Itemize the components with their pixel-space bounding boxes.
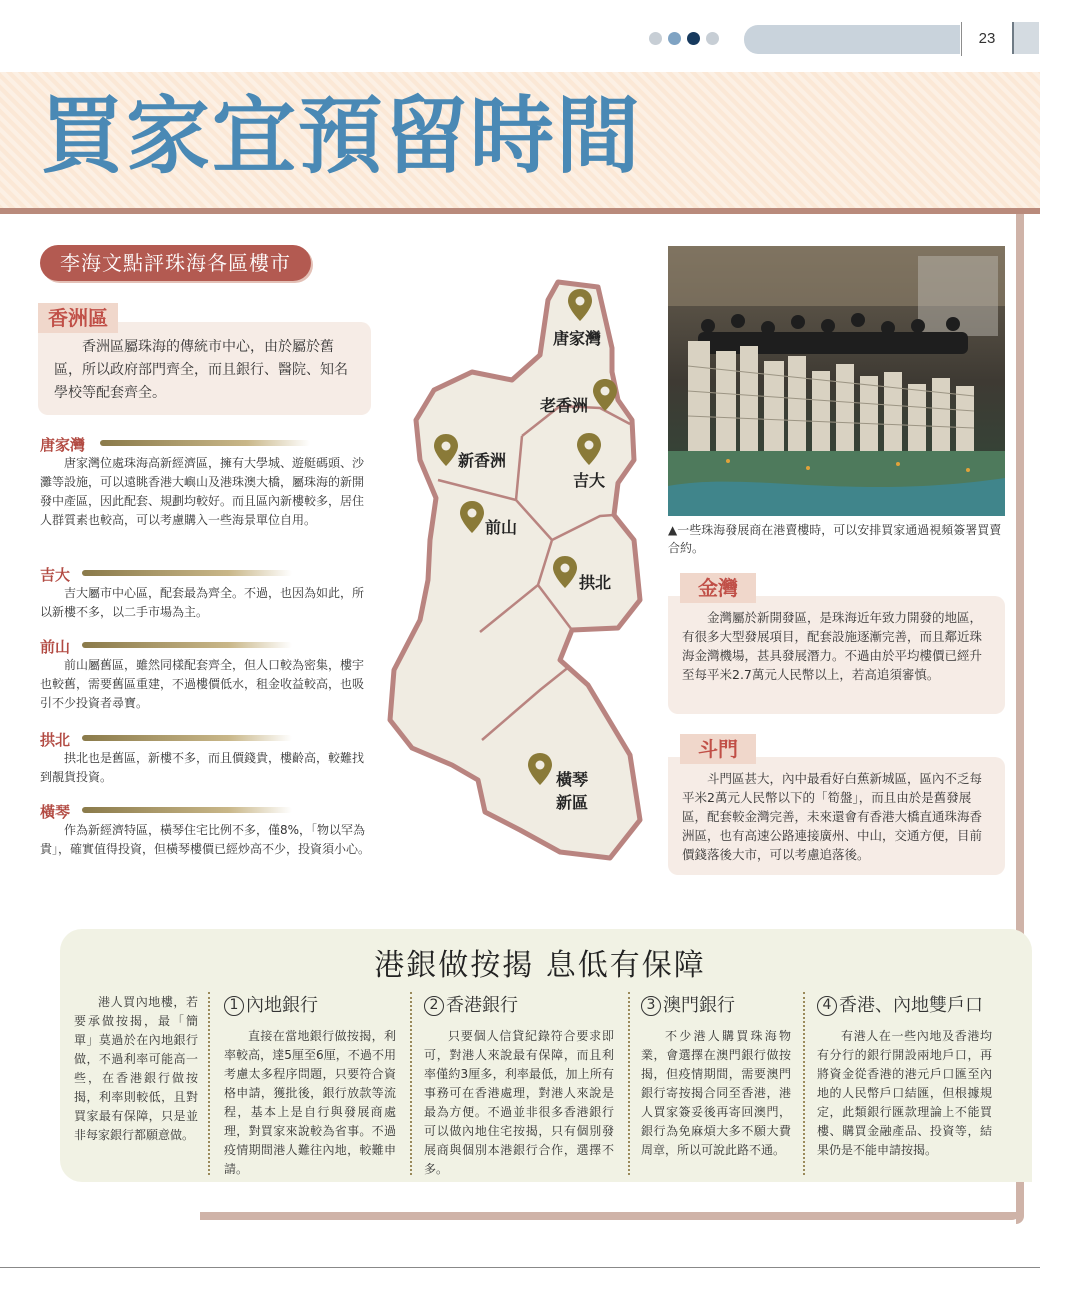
- page-number: 23: [978, 30, 996, 47]
- map-label-xinxiangzhou: 新香洲: [458, 451, 507, 470]
- column-text-1: 直接在當地銀行做按揭，利率較高，達5厘至6厘，不過不用考慮太多程序問題，只要符合資格申請，獲批後，銀行放款等流程，基本上是自行與發展商處理，對買家來說較為省事。不過疫情期間港人難往內地，較難申請。: [224, 1029, 396, 1176]
- jinwan-text: 金灣屬於新開發區，是珠海近年致力開發的地區，有很多大型發展項目，配套設施逐漸完善，而且鄰近珠海金灣機場，甚具發展潛力。不過由於平均樓價已經升至每平米2.7萬元人民幣以上，若高追須審慎。: [682, 610, 983, 682]
- dot-2: [668, 32, 681, 45]
- column-separator: [803, 992, 805, 1175]
- frame-bottom-border: [200, 1212, 1020, 1220]
- dot-1: [649, 32, 662, 45]
- column-separator: [208, 992, 210, 1175]
- top-right-tab: [1012, 22, 1039, 54]
- dot-3: [687, 32, 700, 45]
- jinwan-tab: 金灣: [680, 573, 756, 603]
- district-heading-gongbei: 拱北: [40, 731, 71, 749]
- showroom-photo-image: [668, 246, 1005, 516]
- number-badge: 4: [817, 996, 837, 1016]
- photo-caption: ▲一些珠海發展商在港賣樓時，可以安排買家通過視頻簽署買賣合約。: [668, 523, 1002, 555]
- title-underline: [0, 208, 1040, 214]
- column-separator: [410, 992, 412, 1175]
- column-text-4: 有港人在一些內地及香港均有分行的銀行開設兩地戶口，再將資金從香港的港元戶口匯至內地的人民幣戶口結匯，但根據規定，此類銀行匯款理論上不能買樓、購買金融產品、投資等，結果仍是不能申請按揭。: [817, 1029, 992, 1157]
- section-badge: 李海文點評珠海各區樓市: [40, 245, 311, 281]
- jinwan-box: [668, 596, 1005, 714]
- number-badge: 1: [224, 996, 244, 1016]
- footer-rule: [0, 1267, 1040, 1268]
- district-text-qianshan: 前山屬舊區，雖然同樣配套齊全，但人口較為密集，樓宇也較舊，需要舊區重建，不過樓價低水，租金收益較高，也吸引不少投資者尋寶。: [40, 658, 365, 710]
- column-heading-2: [424, 991, 518, 1017]
- map-label-qianshan: 前山: [485, 518, 518, 537]
- page-indicator-dots: [649, 32, 719, 45]
- zhuhai-district-map: [385, 275, 660, 870]
- column-heading-3: [641, 991, 735, 1017]
- district-rule: [82, 807, 292, 813]
- district-rule: [82, 570, 292, 576]
- district-text-tangjiawan: 唐家灣位處珠海高新經濟區，擁有大學城、遊艇碼頭、沙灘等設施，可以遠眺香港大嶼山及港珠澳大橋，屬珠海的新開發中產區，因此配套、規劃均較好。而且區內新樓較多，居住人群質素也較高，可以考慮購入一些海景單位自用。: [40, 456, 365, 527]
- column-text-2: 只要個人信貸紀錄符合要求即可，對港人來說最有保障，而且利率僅約3厘多，利率最低，加上所有事務可在香港處理，對港人來說是最為方便。不過並非很多香港銀行可以做內地住宅按揭，只有個別發展商與個別本港銀行合作，選擇不多。: [424, 1029, 614, 1176]
- page-title: 買家宜預留時間: [40, 86, 643, 185]
- xiangzhou-text: 香洲區屬珠海的傳統市中心，由於屬於舊區，所以政府部門齊全，而且銀行、醫院、知名學校等配套齊全。: [54, 339, 348, 401]
- map-label-hengqin-1: 橫琴: [556, 770, 589, 789]
- district-heading-tangjiawan: 唐家灣: [40, 436, 86, 454]
- column-title: 香港銀行: [446, 995, 518, 1016]
- district-heading-qianshan: 前山: [40, 638, 71, 656]
- map-label-jida: 吉大: [573, 471, 606, 490]
- map-label-hengqin-2: 新區: [556, 793, 589, 812]
- map-outline: [390, 282, 640, 858]
- bank-intro-text: 港人買內地樓，若要承做按揭，最「簡單」莫過於在內地銀行做，不過利率可能高一些，在香港銀行做按揭，利率則較低，且對買家最有保障，只是並非每家銀行都願意做。: [74, 995, 198, 1142]
- xiangzhou-box: [38, 322, 371, 415]
- doumen-tab: 斗門: [680, 734, 756, 764]
- map-label-laoxiangzhou: 老香洲: [540, 396, 589, 415]
- district-rule: [82, 642, 292, 648]
- column-separator: [628, 992, 630, 1175]
- district-heading-hengqin: 橫琴: [40, 803, 71, 821]
- column-title: 澳門銀行: [663, 995, 735, 1016]
- number-badge: 3: [641, 996, 661, 1016]
- column-title: 香港、內地雙戶口: [839, 995, 983, 1016]
- doumen-text: 斗門區甚大，內中最看好白蕉新城區，區內不乏每平米2萬元人民幣以下的「筍盤」，而且由於是舊發展區，配套較金灣完善，未來還會有香港大橋直通珠海香洲區，也有高速公路連接廣州、中山，交通方便，目前價錢落後大市，可以考慮追落後。: [682, 771, 983, 862]
- district-text-jida: 吉大屬市中心區，配套最為齊全。不過，也因為如此，所以新樓不多，以二手市場為主。: [40, 586, 365, 619]
- map-label-gongbei: 拱北: [579, 573, 612, 592]
- district-rule: [100, 440, 310, 446]
- doumen-box: [668, 757, 1005, 875]
- top-divider: [961, 22, 962, 56]
- bank-panel-title: 港銀做按揭 息低有保障: [374, 948, 706, 983]
- number-badge: 2: [424, 996, 444, 1016]
- top-bar: [744, 25, 960, 54]
- column-text-3: 不少港人購買珠海物業，會選擇在澳門銀行做按揭，但疫情期間，需要澳門銀行寄按揭合同至香港，港人買家簽妥後再寄回澳門，銀行為免麻煩大多不願大費周章，所以可說此路不通。: [641, 1029, 791, 1157]
- dot-4: [706, 32, 719, 45]
- column-title: 內地銀行: [246, 995, 318, 1016]
- map-label-tangjiawan: 唐家灣: [553, 329, 602, 348]
- xiangzhou-tab: 香洲區: [38, 303, 118, 333]
- column-heading-1: [224, 991, 318, 1017]
- showroom-photo: [668, 246, 1005, 516]
- district-heading-jida: 吉大: [40, 566, 71, 584]
- district-rule: [82, 735, 292, 741]
- column-heading-4: [817, 991, 983, 1017]
- district-text-gongbei: 拱北也是舊區，新樓不多，而且價錢貴，樓齡高，較難找到靚貨投資。: [40, 751, 365, 784]
- district-text-hengqin: 作為新經濟特區，橫琴住宅比例不多，僅8%，「物以罕為貴」，確實值得投資，但橫琴樓價已經炒高不少，投資須小心。: [40, 823, 371, 856]
